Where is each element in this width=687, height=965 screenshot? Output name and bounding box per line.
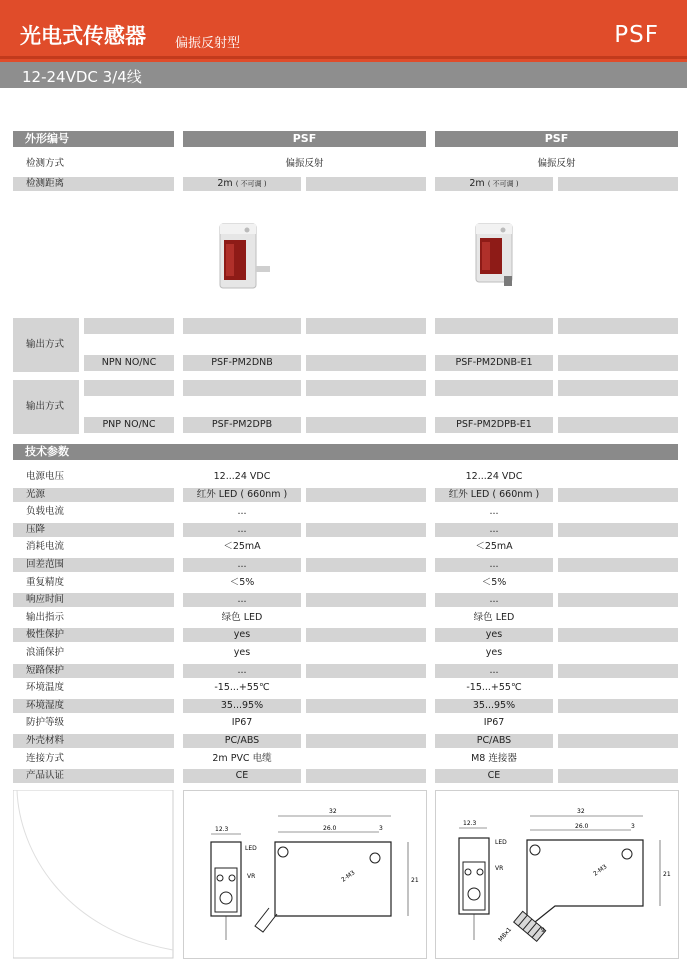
spec-value-col2: ... (435, 664, 553, 678)
detect-distance-col2 (435, 177, 553, 191)
spec-blank-col1 (306, 752, 426, 766)
spec-blank-col2 (558, 716, 678, 730)
specs-header: 技术参数 (13, 444, 678, 460)
dim-right-1: 3 (379, 825, 383, 832)
spec-value-col1: ＜25mA (223, 541, 261, 552)
spec-label: 连接方式 (26, 753, 65, 764)
model-header-label: 外形编号 (13, 131, 174, 147)
spec-blank-col1 (306, 593, 426, 607)
output-npn-col2: PSF-PM2DNB-E1 (435, 355, 553, 371)
spec-value-col1: ... (237, 506, 247, 517)
spec-blank-col1 (306, 681, 426, 695)
spec-value-col2: M8 连接器 (471, 753, 517, 764)
spec-value-col2: ＜25mA (475, 541, 513, 552)
output-npn-blank-e (558, 318, 678, 334)
output-pnp-blank-c (306, 380, 426, 396)
spec-label: 负载电流 (26, 506, 65, 517)
brand-label: PSF (614, 22, 659, 48)
spec-value-col2: ... (489, 506, 499, 517)
dimension-drawing-1 (183, 790, 427, 960)
spec-label: 电源电压 (26, 471, 65, 482)
spec-value-col1: 12...24 VDC (213, 471, 271, 482)
detect-distance-note: ( 不可调 ) (235, 180, 267, 188)
spec-blank-col2 (558, 628, 678, 642)
spec-value-col2: 35...95% (435, 699, 553, 713)
model-col1-name: PSF (183, 131, 426, 147)
spec-blank-col2 (558, 488, 678, 502)
spec-value-col1: ... (183, 593, 301, 607)
spec-blank-col2 (558, 646, 678, 660)
spec-blank-col1 (306, 470, 426, 484)
output-npn-blank-c (306, 318, 426, 334)
spec-label: 环境湿度 (13, 699, 174, 713)
spec-value-col2: -15...+55℃ (466, 682, 522, 693)
spec-value-col1: -15...+55℃ (214, 682, 270, 693)
output-npn-blank-g (558, 355, 678, 371)
product-photo-1 (212, 222, 274, 292)
spec-blank-col2 (558, 734, 678, 748)
spec-label: 输出指示 (26, 612, 65, 623)
spec-blank-col2 (558, 681, 678, 695)
spec-value-col2: IP67 (483, 717, 505, 728)
spec-value-col1: ＜5% (229, 577, 255, 588)
spec-value-col2: ＜5% (481, 577, 507, 588)
spec-label: 产品认证 (13, 769, 174, 783)
vr-label-1: VR (247, 873, 256, 880)
spec-blank-col2 (558, 699, 678, 713)
led-label-1: LED (245, 845, 257, 852)
hole-label-2: 2-M3 (592, 863, 609, 878)
spec-value-col2: 绿色 LED (473, 612, 515, 623)
output-npn-label: 输出方式 (26, 339, 65, 350)
spec-value-col1: IP67 (231, 717, 253, 728)
spec-label: 环境温度 (26, 682, 65, 693)
spec-value-col2: ... (435, 558, 553, 572)
output-pnp-label: 输出方式 (26, 401, 65, 412)
spec-value-col2: ... (435, 523, 553, 537)
page-subtitle: 偏振反射型 (175, 36, 241, 51)
drawing-placeholder (13, 790, 175, 960)
spec-value-col2: 红外 LED ( 660nm ) (435, 488, 553, 502)
spec-value-col1: 35...95% (183, 699, 301, 713)
dimension-drawing-2 (435, 790, 679, 960)
spec-blank-col2 (558, 752, 678, 766)
spec-label: 压降 (13, 523, 174, 537)
output-npn-blank-a (84, 318, 174, 334)
dim-total-2: 32 (577, 808, 585, 815)
detect-method-col1: 偏振反射 (285, 158, 324, 169)
page-title: 光电式传感器 (20, 24, 146, 48)
spec-blank-col1 (306, 576, 426, 590)
output-pnp-type: PNP NO/NC (84, 417, 174, 433)
spec-blank-col1 (306, 488, 426, 502)
output-pnp-blank-a (84, 380, 174, 396)
spec-blank-col2 (558, 470, 678, 484)
spec-value-col1: ... (183, 664, 301, 678)
dim-left-2: 12.3 (463, 820, 477, 827)
output-npn-blank-b (183, 318, 301, 334)
spec-label: 外壳材料 (13, 734, 174, 748)
spec-blank-col1 (306, 646, 426, 660)
detect-distance-col1-blank (306, 177, 426, 191)
spec-blank-col2 (558, 611, 678, 625)
dim-inner-1: 26.0 (323, 825, 337, 832)
spec-value-col2: yes (435, 628, 553, 642)
detect-distance-value: 2m (469, 178, 485, 189)
detect-distance-col1 (183, 177, 301, 191)
spec-value-col1: 2m PVC 电缆 (212, 753, 272, 764)
spec-blank-col1 (306, 611, 426, 625)
spec-blank-col1 (306, 664, 426, 678)
spec-blank-col2 (558, 593, 678, 607)
spec-label: 重复精度 (26, 577, 65, 588)
spec-blank-col1 (306, 716, 426, 730)
output-pnp-col2: PSF-PM2DPB-E1 (435, 417, 553, 433)
detect-distance-value: 2m (217, 178, 233, 189)
hole-label-1: 2-M3 (340, 869, 357, 884)
dim-total-1: 32 (329, 808, 337, 815)
spec-label: 浪涌保护 (26, 647, 65, 658)
spec-blank-col1 (306, 558, 426, 572)
output-pnp-blank-g (558, 417, 678, 433)
spec-blank-col2 (558, 664, 678, 678)
spec-blank-col2 (558, 558, 678, 572)
spec-label: 防护等级 (26, 717, 65, 728)
spec-blank-col1 (306, 699, 426, 713)
output-pnp-blank-e (558, 380, 678, 396)
output-npn-col1: PSF-PM2DNB (183, 355, 301, 371)
spec-blank-col2 (558, 769, 678, 783)
spec-label: 回差范围 (13, 558, 174, 572)
spec-blank-col2 (558, 523, 678, 537)
spec-value-col2: CE (435, 769, 553, 783)
spec-blank-col2 (558, 576, 678, 590)
spec-blank-col1 (306, 734, 426, 748)
dim-right-2: 3 (631, 823, 635, 830)
dim-height-1: 21 (411, 877, 419, 884)
voltage-text: 12-24VDC 3/4线 (22, 68, 142, 86)
spec-value-col1: 红外 LED ( 660nm ) (183, 488, 301, 502)
spec-value-col2: ... (435, 593, 553, 607)
m8-label: M8x1 (497, 926, 514, 944)
detect-distance-label: 检测距离 (13, 177, 174, 191)
header-divider (0, 56, 687, 59)
spec-value-col2: PC/ABS (435, 734, 553, 748)
output-pnp-col1: PSF-PM2DPB (183, 417, 301, 433)
spec-value-col1: CE (183, 769, 301, 783)
spec-blank-col1 (306, 523, 426, 537)
spec-value-col2: yes (485, 647, 503, 658)
spec-label: 光源 (13, 488, 174, 502)
product-photo-2 (468, 222, 530, 292)
spec-value-col1: ... (183, 558, 301, 572)
output-npn-blank-f (306, 355, 426, 371)
dim-left-1: 12.3 (215, 826, 229, 833)
spec-value-col1: PC/ABS (183, 734, 301, 748)
dim-height-2: 21 (663, 871, 671, 878)
output-pnp-blank-d (435, 380, 553, 396)
detect-method-label: 检测方式 (26, 158, 65, 169)
output-pnp-blank-f (306, 417, 426, 433)
spec-blank-col2 (558, 540, 678, 554)
output-pnp-blank-b (183, 380, 301, 396)
spec-blank-col1 (306, 769, 426, 783)
detect-method-col2: 偏振反射 (537, 158, 576, 169)
spec-blank-col1 (306, 540, 426, 554)
spec-label: 响应时间 (13, 593, 174, 607)
vr-label-2: VR (495, 865, 504, 872)
output-npn-blank-d (435, 318, 553, 334)
detect-distance-col2-blank (558, 177, 678, 191)
spec-label: 短路保护 (13, 664, 174, 678)
spec-value-col1: yes (183, 628, 301, 642)
led-label-2: LED (495, 839, 507, 846)
spec-value-col2: 12...24 VDC (465, 471, 523, 482)
spec-blank-col2 (558, 505, 678, 519)
spec-value-col1: yes (233, 647, 251, 658)
spec-label: 消耗电流 (26, 541, 65, 552)
detect-distance-note: ( 不可调 ) (487, 180, 519, 188)
output-npn-type: NPN NO/NC (84, 355, 174, 371)
model-col2-name: PSF (435, 131, 678, 147)
dim-conn: 9 (541, 927, 545, 934)
spec-blank-col1 (306, 505, 426, 519)
spec-blank-col1 (306, 628, 426, 642)
spec-value-col1: 绿色 LED (221, 612, 263, 623)
spec-label: 极性保护 (13, 628, 174, 642)
dim-inner-2: 26.0 (575, 823, 589, 830)
spec-value-col1: ... (183, 523, 301, 537)
